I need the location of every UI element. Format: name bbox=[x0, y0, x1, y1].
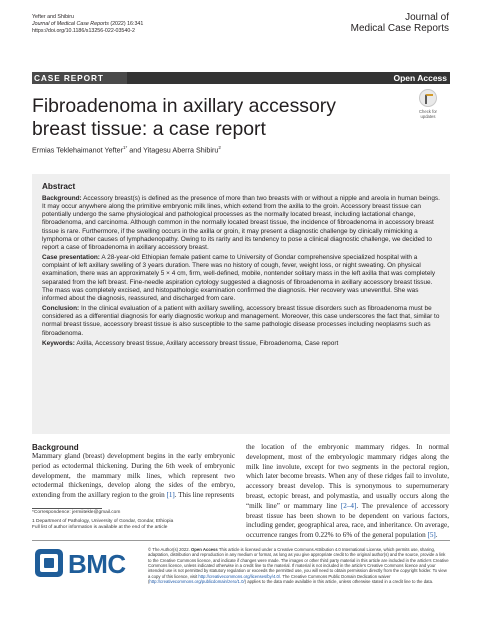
author-info-note: Full list of author information is available at the end of the article bbox=[32, 525, 168, 531]
check-for-updates-button[interactable] bbox=[412, 89, 444, 123]
bmc-logo[interactable] bbox=[34, 546, 126, 584]
running-header bbox=[32, 14, 143, 35]
abstract-background: Background: Accessory breast(s) is defined as the presence of more than two breasts with or without a nipple and areola in human beings. It may occur anywhere along the primitive embryonic milk lines, which extend from the axilla to the groin. Accessory breast tissue can potentially undergo the same physiological and pathological processes as the normally located breast, including lactational change, fibroadenoma, and carcinoma. Although common in the normally located breast tissue, the incidence of fibroadenoma in accessory breast tissue is rare. Furthermore, if the swelling occurs in the axilla or groin, it may present a diagnostic challenge by clinically mimicking a lymphoma or other causes of lymphadenopathy. Owing to its rarity and its tendency to pose a clinical diagnostic challenge, we decided to report a case of fibroadenoma in axillary accessory breast. bbox=[42, 195, 440, 251]
author-2[interactable]: Yitagesu Aberra Shibiru bbox=[143, 145, 219, 155]
citation-link[interactable]: [1] bbox=[166, 491, 175, 500]
citation-link[interactable]: [5] bbox=[427, 531, 436, 540]
article-type-banner bbox=[32, 72, 450, 84]
abstract-heading: Abstract bbox=[42, 182, 76, 191]
author-2-affiliation: 2 bbox=[218, 145, 221, 150]
bmc-logo-text: BMC bbox=[68, 549, 126, 579]
public-domain-link[interactable]: http://creativecommons.org/publicdomain/zero/1.0/ bbox=[149, 579, 245, 585]
check-updates-label: Check for updates bbox=[419, 109, 437, 119]
correspondence-email[interactable]: *Correspondence: jermiitekle@gmail.com bbox=[32, 510, 121, 515]
abstract-keywords: Keywords: Axilla, Accessory breast tissue, Axillary accessory breast tissue, Fibroadenoma, Case report bbox=[42, 339, 339, 347]
header-doi-link[interactable]: https://doi.org/10.1186/s13256-022-03540-2 bbox=[32, 28, 135, 34]
abstract-case-presentation: Case presentation: A 28-year-old Ethiopian female patient came to University of Gondar comprehensive specialized hospital with a complaint of left axillary swelling of 3 years duration. There was no history of cough, fever, weight loss, or night sweating. On physical examination, there was an approximately 5 × 4 cm, firm, well-defined, mobile, nontender solitary mass in the left axilla that was completely separated from the left breast. Fine-needle aspiration cytology suggested a diagnosis of fibroadenoma in axillary accessory breast tissue. The mass was completely excised, and histopathologic examination confirmed the diagnosis. Her recovery was uneventful. She was informed about the diagnosis, reassured, and discharged from care. bbox=[42, 254, 436, 302]
bmc-logo-icon bbox=[34, 548, 64, 578]
body-column-left bbox=[32, 443, 235, 501]
affiliation-note: 1 Department of Pathology, University of Gondar, Gondar, Ethiopia bbox=[32, 519, 174, 525]
header-authors: Yefter and Shibiru bbox=[32, 14, 74, 20]
article-type-label: CASE REPORT bbox=[32, 72, 127, 84]
license-link[interactable]: http://creativecommons.org/licenses/by/4.0/ bbox=[198, 573, 281, 579]
abstract-conclusion: Conclusion: In the clinical evaluation of a patient with axillary swelling, accessory breast tissue disorders such as fibroadenoma must be considered as a differential diagnosis for early diagnostic workup and management. Moreover, this case underscores the fact that, similar to normal breast tissue, accessory breast tissue is also susceptible to the same pathologic disease processes including neoplasms such as fibroadenoma. bbox=[42, 305, 440, 337]
abstract-box bbox=[32, 174, 450, 434]
citation-link[interactable]: [2–4] bbox=[340, 501, 357, 510]
open-access-label: Open Access bbox=[393, 73, 447, 83]
journal-name: Journal of Medical Case Reports bbox=[350, 12, 449, 34]
body-paragraph: Mammary gland (breast) development begins in the early embryonic period as ectodermal thickening. During the 6th week of embryonic development, the mammary milk lines, which represent two ectodermal thickenings, develop along the sides of the embryo, extending from the axillary region to the groin [1]. This line represents bbox=[32, 452, 235, 500]
author-1-affiliation: 1* bbox=[122, 145, 128, 150]
author-1[interactable]: Ermias Teklehaimanot Yefter bbox=[32, 145, 123, 155]
author-list: Ermias Teklehaimanot Yefter$^{1*}$ and Yitagesu Aberra Shibiru$^2$ bbox=[32, 145, 221, 155]
license-text: © The Author(s) 2022. Open Access This article is licensed under a Creative Commons Attribution 4.0 International License, which permits use, sharing, adaptation, distribution and reproduction in any medium or format, as long as you give appropriate credit to the original author(s) and the source, provide a link to the Creative Commons licence, and indicate if changes were made. The images or other third party material in this article are included in the article’s Creative Commons licence, unless indicated otherwise in a credit line to the material. If material is not included in the article’s Creative Commons licence and your intended use is not permitted by statutory regulation or exceeds the permitted use, you will need to obtain permission directly from the copyright holder. To view a copy of this licence, visit http://creativecommons.org/licenses/by/4.0/. The Creative Commons Public Domain Dedication waiver (http://creativecommons.org/publicdomain/zero/1.0/) applies to the data made available in this article, unless otherwise stated in a credit line to the data. bbox=[148, 547, 449, 585]
section-heading-background: Background bbox=[32, 443, 79, 452]
body-column-right bbox=[246, 443, 449, 541]
bottom-divider bbox=[32, 540, 450, 541]
body-paragraph: the location of the embryonic mammary ridges. In normal development, most of the embryologic mammary ridges along the milk line involute, except for two segments in the pectoral region, which later become breasts. When any of these ridges fail to involute, accessory breast develop. This is synonymous to supernumerary breast, ectopic breast, and polymastia, and usually occurs along the “milk line” or mammary line [2–4]. The prevalence of accessory breast tissue has been shown to be dependent on various factors, including gender, geographical area, race, and inheritance. On average, occurrence ranges from 0.22% to 6% of the general population [5]. bbox=[246, 443, 449, 540]
footnote-divider bbox=[32, 508, 102, 509]
header-journal-ref: Journal of Medical Case Reports (2022) 16:341 bbox=[32, 21, 144, 27]
check-updates-icon bbox=[419, 89, 437, 107]
footnotes bbox=[32, 510, 235, 532]
article-title: Fibroadenoma in axillary accessory breast tissue: a case report bbox=[32, 95, 336, 140]
